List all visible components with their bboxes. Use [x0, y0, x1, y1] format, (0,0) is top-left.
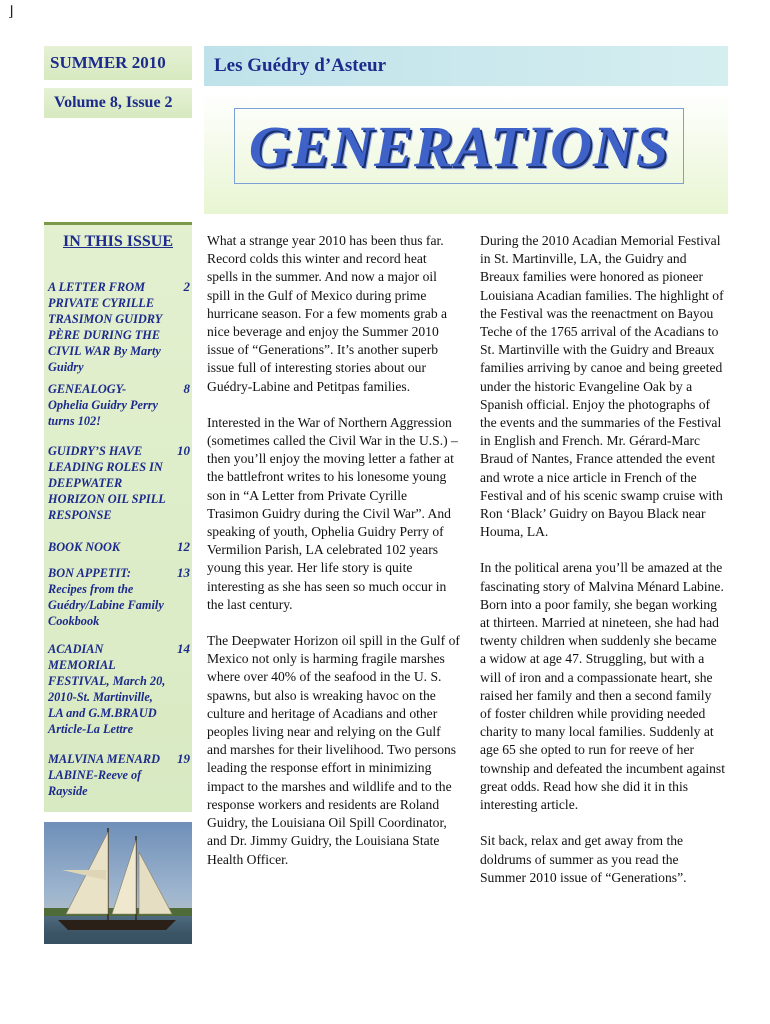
- toc-entry-page: 14: [177, 641, 190, 656]
- article-paragraph: The Deepwater Horizon oil spill in the Gulf of Mexico not only is harming fragile marshes where over 40% of the seafood in the U. S. spawns, but also is wreaking havoc on the culture and heritage of Acadians and other peoples living near and relying on the Gulf and marshes for their livelihood. Two persons leading the response effort in minimizing impact to the marshes and wildlife and to the response workers and residents are Roland Guidry, the Louisiana Oil Spill Coordinator, and Dr. Jimmy Guidry, the Louisiana State Health Officer.: [207, 633, 460, 867]
- table-of-contents: [44, 222, 192, 812]
- article-column-left: [207, 232, 461, 887]
- toc-entry-title: MALVINA MENARD LABINE-Reeve of Rayside: [48, 752, 160, 798]
- toc-entry[interactable]: [48, 539, 190, 555]
- toc-entry-title: A LETTER FROM PRIVATE CYRILLE TRASIMON GUIDRY PÈRE DURING THE CIVIL WAR By Marty Guidry: [48, 280, 162, 374]
- toc-entry[interactable]: [48, 279, 190, 375]
- article-paragraph: Sit back, relax and get away from the doldrums of summer as you read the Summer 2010 issue of “Generations”.: [480, 833, 687, 885]
- toc-entry-title: ACADIAN MEMORIAL FESTIVAL, March 20, 2010-St. Martinville, LA and G.M.BRAUD Article-La Lettre: [48, 642, 166, 736]
- toc-entry-page: 13: [177, 565, 190, 580]
- toc-entry-title: GUIDRY’S HAVE LEADING ROLES IN DEEPWATER HORIZON OIL SPILL RESPONSE: [48, 444, 166, 522]
- masthead-title: GENERATIONS: [248, 113, 670, 179]
- toc-entry[interactable]: [48, 565, 190, 629]
- masthead-banner: [204, 92, 728, 214]
- toc-entry-page: 12: [177, 539, 190, 554]
- toc-entry-page: 8: [183, 381, 190, 396]
- toc-entry-page: 2: [183, 279, 190, 294]
- toc-heading: IN THIS ISSUE: [63, 233, 173, 250]
- toc-entry-title: BOOK NOOK: [48, 540, 121, 554]
- toc-entry[interactable]: [48, 641, 190, 737]
- toc-entry[interactable]: [48, 381, 190, 429]
- masthead-title-box: [234, 108, 684, 184]
- toc-entry[interactable]: [48, 443, 190, 523]
- sailing-ship-photo: [44, 822, 192, 944]
- toc-entry-page: 10: [177, 443, 190, 458]
- toc-entry-title: BON APPETIT: Recipes from the Guédry/Labine Family Cookbook: [48, 566, 164, 628]
- toc-entry-page: 19: [177, 751, 190, 766]
- issue-label: Volume 8, Issue 2: [44, 88, 192, 118]
- sailing-ship-illustration: [44, 822, 192, 944]
- article-paragraph: Interested in the War of Northern Aggression (sometimes called the Civil War in the U.S.) – then you’ll enjoy the moving letter a father at the battlefront writes to his lonesome young son in “A Letter from Private Cyrille Trasimon Guidry during the Civil War”. And speaking of youth, Ophelia Guidry Perry of Vermilion Parish, LA celebrated 102 years young this year. Her life story is quite interesting as she has seen so much occur in the last century.: [207, 414, 458, 612]
- crop-mark: ⌋: [8, 5, 14, 20]
- toc-entry[interactable]: [48, 751, 190, 799]
- journal-name: Les Guédry d’Asteur: [204, 46, 728, 86]
- article-paragraph: In the political arena you’ll be amazed at the fascinating story of Malvina Ménard Labine. Born into a poor family, she began working at thirteen. Married at nineteen, she had had twenty children when suddenly she became a widow at age 47. Struggling, but with a will of iron and a compassionate heart, she raised her family and then a second family of foster children while providing needed charity to many local families. Suddenly at age 65 she opted to run for reeve of her township and defeated the incumbent against great odds. Read how she did it in this interesting article.: [480, 560, 725, 813]
- article-column-right: [480, 232, 726, 905]
- season-label: SUMMER 2010: [44, 46, 192, 80]
- toc-entry-title: GENEALOGY- Ophelia Guidry Perry turns 102!: [48, 382, 158, 428]
- article-paragraph: What a strange year 2010 has been thus far. Record colds this winter and record heat spells in the summer. And now a major oil spill in the Gulf of Mexico during prime hurricane season. For a few moments grab a nice beverage and enjoy the Summer 2010 issue of “Generations”. It’s another superb issue full of interesting stories about our Guédry-Labine and Petitpas families.: [207, 233, 448, 394]
- article-paragraph: During the 2010 Acadian Memorial Festival in St. Martinville, LA, the Guidry and Breaux families were honored as pioneer Louisiana Acadian families. The highlight of the Festival was the reenactment on Bayou Teche of the 1765 arrival of the Acadians to St. Martinville with the Guidry and Breaux families arriving by canoe and being greeted under the historic Evangeline Oak by a Spanish official. Enjoy the photographs of the events and the summaries of the Festival in English and French. Mr. Gérard-Marc Braud of Nantes, France attended the event and wrote a nice article in French of the Festival and of his scenic swamp cruise with Ron ‘Black’ Guidry on Bayou Black near Houma, LA.: [480, 233, 724, 540]
